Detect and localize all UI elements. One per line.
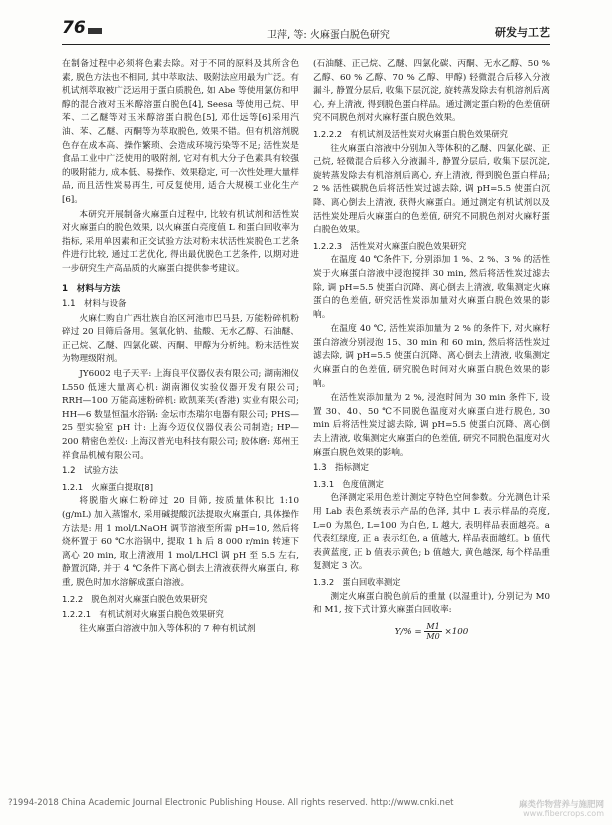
subsection-heading-1-3-1: 1.3.1 色度值测定	[313, 478, 384, 489]
color-measure-paragraph: 色泽测定采用色差计测定亨特色空间参数。分光测色计采用 Lab 表色系统表示产品的色泽, 其中 L 表示样品的亮度, L=0 为黑色, L=100 为白色, L 越大, 表明样品表面越亮。a 代表红绿度, 正 a 表示红色, a 值越大, 样品表面越红。b 值代表黄蓝度, 正 b 值表示黄色; b 值越大, 黄色越深, 每个样品重复测定 3 次。	[313, 493, 550, 572]
extraction-paragraph: 将脱脂火麻仁粉碎过 20 目筛, 按质量体积比 1:10 (g/mL) 加入蒸馏水, 采用碱提酸沉法提取火麻蛋白, 具体操作方法是: 用 1 mol/LNaOH 调节溶液至所需 pH=10, 然后将烧杯置于 60 ℃水浴锅中, 提取 1 h 后 8 000 r/min 转速下离心 20 min, 取上清液用 1 mol/LHCl 调 pH 至 5.5 左右, 静置沉降, 并于 4 ℃条件下离心倒去上清液获得火麻蛋白, 称重, 脱色时加水溶解成蛋白溶液。	[62, 496, 299, 588]
subsection-heading-1-2-2-2: 1.2.2.2 有机试剂及活性炭对火麻蛋白脱色效果研究	[313, 128, 508, 139]
subsection-heading-1-2-2: 1.2.2 脱色剂对火麻蛋白脱色效果研究	[62, 593, 208, 604]
subsection-heading-1-1: 1.1 材料与设备	[62, 299, 127, 310]
comparison-paragraph: 往火麻蛋白溶液中分别加入等体积的乙醚、四氯化碳、正己烷, 轻微混合后移入分液漏斗, 静置分层后, 收集下层沉淀, 旋转蒸发除去有机溶剂后离心, 弃上清液, 得到脱色蛋白样品; 2 % 活性碳脱色后将活性炭过滤去除, 调 pH=5.5 使蛋白沉降、离心倒去上清液, 获得火麻蛋白。通过测定有机试剂以及活性炭处理后火麻蛋白的色差值, 研究不同脱色剂对火麻籽蛋白脱色效果。	[313, 143, 550, 236]
header-rule	[62, 44, 550, 45]
equation-rhs: ×100	[444, 626, 469, 637]
carbon-time-paragraph: 在温度 40 ℃, 活性炭添加量为 2 % 的条件下, 对火麻籽蛋白溶液分别浸泡 15、30 min 和 60 min, 然后将活性炭过滤去除, 调 pH=5.5 使蛋白沉降、离心倒去上清液, 收集测定火麻蛋白的色差值, 研究脱色时间对火麻蛋白脱色效果的影响。	[313, 324, 550, 389]
section-label: 研发与工艺	[495, 26, 550, 39]
equipment-paragraph: JY6002 电子天平: 上海良平仪器仪表有限公司; 湖南湘仪 L550 低速大量离心机: 湖南湘仪实验仪器开发有限公司; RRH—100 万能高速粉碎机: 欧凯莱芙(香港) 实业有限公司; HH—6 数显恒温水浴锅: 金坛市杰瑞尔电器有限公司; PHS—25 型实验室 pH 计: 上海今迈仪仪器仪表公司制造; HP—200 精密色差仪: 上海汉普光电科技有限公司; 胶体磨: 郑州王祥食品机械有限公司。	[62, 369, 299, 461]
subsection-heading-1-2: 1.2 试验方法	[62, 466, 119, 477]
materials-paragraph: 火麻仁购自广西壮族自治区河池市巴马县, 万能粉碎机粉碎过 20 目筛后备用。氢氧化钠、盐酸、无水乙醇、石油醚、正己烷、乙醚、四氯化碳、丙酮、甲醇为分析纯。粉末活性炭为物理级附剂。	[62, 313, 299, 365]
organic-reagent-paragraph-start: 往火麻蛋白溶液中加入等体积的 7 种有机试剂	[79, 623, 256, 634]
section-heading-1: 1 材料与方法	[62, 283, 121, 294]
subsection-heading-1-3: 1.3 指标测定	[313, 463, 370, 474]
header-arrow-icon	[88, 28, 102, 34]
carbon-temperature-paragraph: 在活性炭添加量为 2 %, 浸泡时间为 30 min 条件下, 设置 30、40、50 ℃不同脱色温度对火麻蛋白进行脱色, 30 min 后将活性炭过滤去除, 调 pH=5.5 使蛋白沉降、离心倒去上清液, 收集测定火麻蛋白的色差值, 研究不同脱色温度对火麻蛋白脱色效果的影响。	[313, 393, 550, 458]
organic-reagent-paragraph-cont: (石油醚、正己烷、乙醚、四氯化碳、丙酮、无水乙醇、50 % 乙醇、60 % 乙醇、70 % 乙醇、甲醇) 轻微混合后移入分液漏斗, 静置分层后, 收集下层沉淀, 旋转蒸发除去有机溶剂后离心, 弃上清液, 得到脱色蛋白样品。通过测定蛋白粉的色差值研究不同脱色剂对火麻籽蛋白脱色效果。	[313, 59, 550, 124]
equation-fraction	[424, 622, 441, 641]
intro-paragraph-2: 本研究开展制备火麻蛋白过程中, 比较有机试剂和活性炭对火麻蛋白的脱色效果, 以火麻蛋白亮度值 L 和蛋白回收率为指标, 采用单因素和正交试验方法对粉末状活性炭脱色工艺条件进行比较, 通过工艺优化, 得出最优脱色工艺条件, 以期对进一步研究生产高品质的火麻蛋白提供参考建议。	[62, 209, 299, 274]
watermark-url: www.fibercrops.com	[523, 809, 604, 818]
right-column	[313, 58, 550, 641]
equation-lhs: Y/% =	[394, 626, 422, 637]
left-column	[62, 58, 299, 637]
recovery-equation	[313, 622, 550, 641]
subsection-heading-1-2-1: 1.2.1 火麻蛋白提取[8]	[62, 481, 153, 492]
equation-numerator: M1	[426, 621, 440, 631]
carbon-dosage-paragraph: 在温度 40 ℃条件下, 分别添加 1 %、2 %、3 % 的活性炭于火麻蛋白溶液中浸泡搅拌 30 min, 然后将活性炭过滤去除, 调 pH=5.5 使蛋白沉降、离心倒去上清液, 收集测定火麻蛋白的色差值, 研究活性炭添加量对火麻蛋白脱色效果的影响。	[313, 255, 550, 320]
copyright-line: ?1994-2018 China Academic Journal Electronic Publishing House. All rights reserved. http://www.cnki.net	[8, 798, 454, 808]
intro-paragraph-1: 在制备过程中必须将色素去除。对于不同的原料及其所含色素, 脱色方法也不相同, 其中萃取法、吸附法应用最为广泛。有机试剂萃取被广泛运用于蛋白质脱色, 如 Abe 等使用氯仿和甲醇的混合液对玉米醇溶蛋白脱色[4], Seesa 等使用己烷、甲苯、二乙醚等对玉米醇溶蛋白脱色[5], 邓仕远等[6]采用汽油、苯、乙醚、丙酮等为萃取脱色, 效果不错。但有机溶剂脱色存在成本高、操作繁琐、会造成环境污染等不足; 活性炭是食品工业中广泛使用的吸附剂, 它对有机大分子色素具有较强的吸附能力, 成本低、易操作、效果稳定, 可一次性处理大量样品, 而且活性炭易再生, 可反复使用, 适合大规模工业化生产[6]。	[62, 59, 299, 205]
running-title: 卫萍, 等: 火麻蛋白脱色研究	[267, 30, 390, 41]
watermark-text: 麻类作物营养与施肥网	[518, 800, 604, 810]
subsection-heading-1-2-2-1: 1.2.2.1 有机试剂对火麻蛋白脱色效果研究	[62, 609, 224, 620]
subsection-heading-1-2-2-3: 1.2.2.3 活性炭对火麻蛋白脱色效果研究	[313, 240, 467, 251]
subsection-heading-1-3-2: 1.3.2 蛋白回收率测定	[313, 576, 401, 587]
page-header	[62, 18, 550, 44]
page-number: 76	[62, 18, 86, 38]
equation-denominator: M0	[426, 631, 440, 641]
recovery-paragraph: 测定火麻蛋白脱色前后的重量 (以湿重计), 分别记为 M0 和 M1, 按下式计算火麻蛋白回收率:	[313, 591, 550, 616]
